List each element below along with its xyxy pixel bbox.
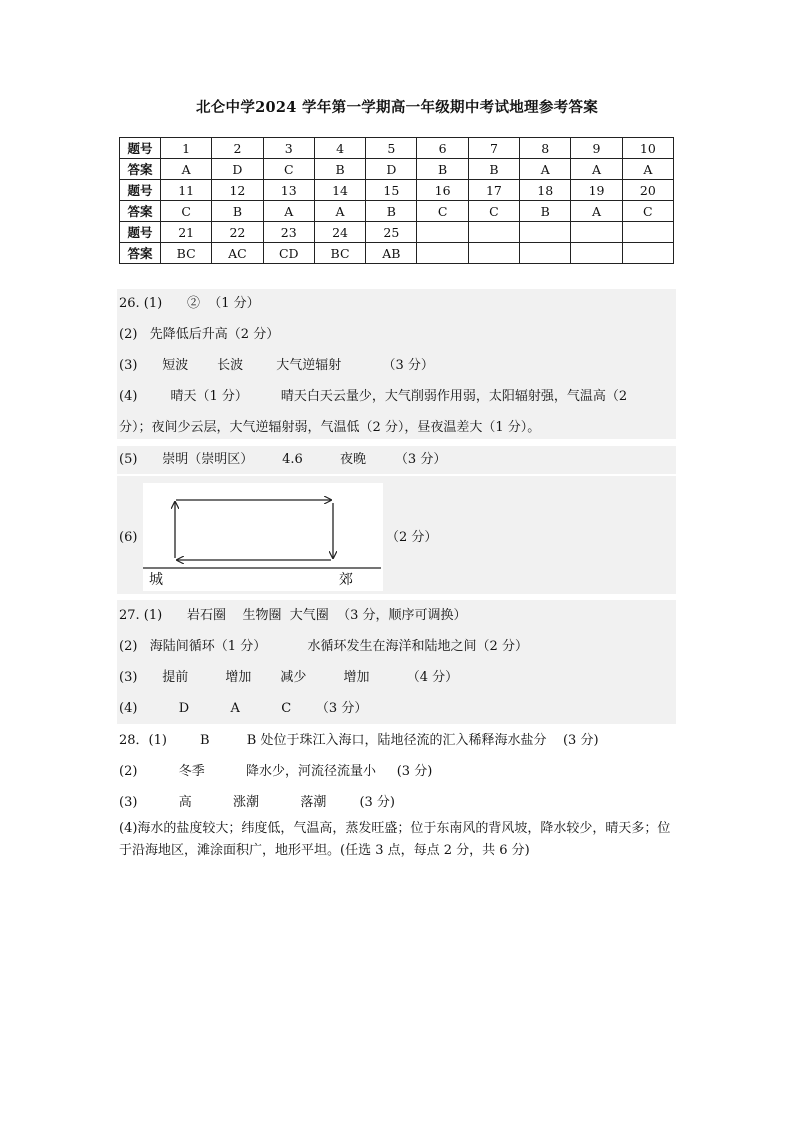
row-label: 题号 [120,180,161,201]
table-cell [520,222,571,243]
table-cell [468,243,519,264]
row-label: 题号 [120,222,161,243]
table-row [120,180,674,201]
table-row [120,201,674,222]
table-row [120,222,674,243]
table-cell [622,222,673,243]
answer-table [119,137,674,264]
table-cell: 19 [571,180,622,201]
table-cell: A [314,201,365,222]
table-cell: B [314,159,365,180]
table-cell: 20 [622,180,673,201]
table-cell: D [212,159,263,180]
page-title: 北仑中学2024 学年第一学期高一年级期中考试地理参考答案 [195,99,599,116]
table-cell: C [622,201,673,222]
table-cell: 12 [212,180,263,201]
table-cell: 2 [212,138,263,159]
table-cell: AC [212,243,263,264]
q26-part5: (5) 崇明（崇明区） 4.6 夜晚 （3 分） [119,452,447,467]
table-cell: 7 [468,138,519,159]
table-cell: 10 [622,138,673,159]
q28-part2: (2) 冬季 降水少，河流径流量小 (3 分) [119,764,433,779]
table-cell: B [417,159,468,180]
table-cell [468,222,519,243]
table-cell: 24 [314,222,365,243]
q27-part3: (3) 提前 增加 减少 增加 （4 分） [119,670,459,685]
table-cell: 9 [571,138,622,159]
table-cell: B [366,201,417,222]
q27-part2: (2) 海陆间循环（1 分） 水循环发生在海洋和陆地之间（2 分） [119,639,528,654]
table-cell: C [161,201,212,222]
table-cell: A [520,159,571,180]
table-cell [417,243,468,264]
q26-part1: 26. (1) ② （1 分） [119,296,260,311]
row-label: 答案 [120,159,161,180]
table-cell: BC [314,243,365,264]
city-label: 城 [149,572,163,588]
table-cell: CD [263,243,314,264]
table-cell [520,243,571,264]
table-cell: 14 [314,180,365,201]
q26-part3: (3) 短波 长波 大气逆辐射 （3 分） [119,358,434,373]
table-cell: B [520,201,571,222]
table-cell: 1 [161,138,212,159]
table-cell: 5 [366,138,417,159]
row-label: 题号 [120,138,161,159]
table-cell: A [571,159,622,180]
q26-part6-label: (6) [119,530,138,545]
q28-part1: 28．(1) B B 处位于珠江入海口，陆地径流的汇入稀释海水盐分 (3 分) [119,733,599,748]
row-label: 答案 [120,243,161,264]
table-cell: 11 [161,180,212,201]
table-cell: 6 [417,138,468,159]
q26-part2: (2) 先降低后升高（2 分） [119,327,280,342]
table-cell: 4 [314,138,365,159]
q26-part4-line2: 分）；夜间少云层，大气逆辐射弱，气温低（2 分），昼夜温差大（1 分）。 [119,420,541,435]
table-cell: C [468,201,519,222]
table-cell [571,243,622,264]
table-cell: B [212,201,263,222]
table-cell: 3 [263,138,314,159]
q26-part4-line1: (4) 晴天（1 分） 晴天白天云量少，大气削弱作用弱，太阳辐射强，气温高（2 [119,389,628,404]
table-cell: 15 [366,180,417,201]
table-cell: 25 [366,222,417,243]
table-cell: 23 [263,222,314,243]
table-cell: A [263,201,314,222]
table-row [120,243,674,264]
suburb-label: 郊 [339,572,353,588]
table-cell: 13 [263,180,314,201]
table-cell: A [622,159,673,180]
q28-part4: (4)海水的盐度较大；纬度低，气温高，蒸发旺盛；位于东南风的背风坡，降水较少，晴天多；位于沿海地区，滩涂面积广，地形平坦。(任选 3 点，每点 2 分，共 6 分) [119,821,671,858]
heat-circulation-diagram [143,483,383,591]
table-cell: 18 [520,180,571,201]
table-cell: 16 [417,180,468,201]
q27-part1: 27. (1) 岩石圈 生物圈 大气圈 （3 分，顺序可调换） [119,608,467,623]
table-cell: 22 [212,222,263,243]
table-cell: 17 [468,180,519,201]
table-cell: A [571,201,622,222]
q28-part3: (3) 高 涨潮 落潮 (3 分) [119,795,395,810]
table-cell: D [366,159,417,180]
table-cell: AB [366,243,417,264]
table-cell: 8 [520,138,571,159]
table-cell [417,222,468,243]
table-cell: BC [161,243,212,264]
table-row [120,159,674,180]
q27-part4: (4) D A C （3 分） [119,701,368,716]
table-cell: 21 [161,222,212,243]
table-cell: B [468,159,519,180]
table-row [120,138,674,159]
row-label: 答案 [120,201,161,222]
table-cell: C [263,159,314,180]
table-cell: C [417,201,468,222]
q26-part6-score: （2 分） [386,530,438,545]
table-cell: A [161,159,212,180]
table-cell [571,222,622,243]
table-cell [622,243,673,264]
